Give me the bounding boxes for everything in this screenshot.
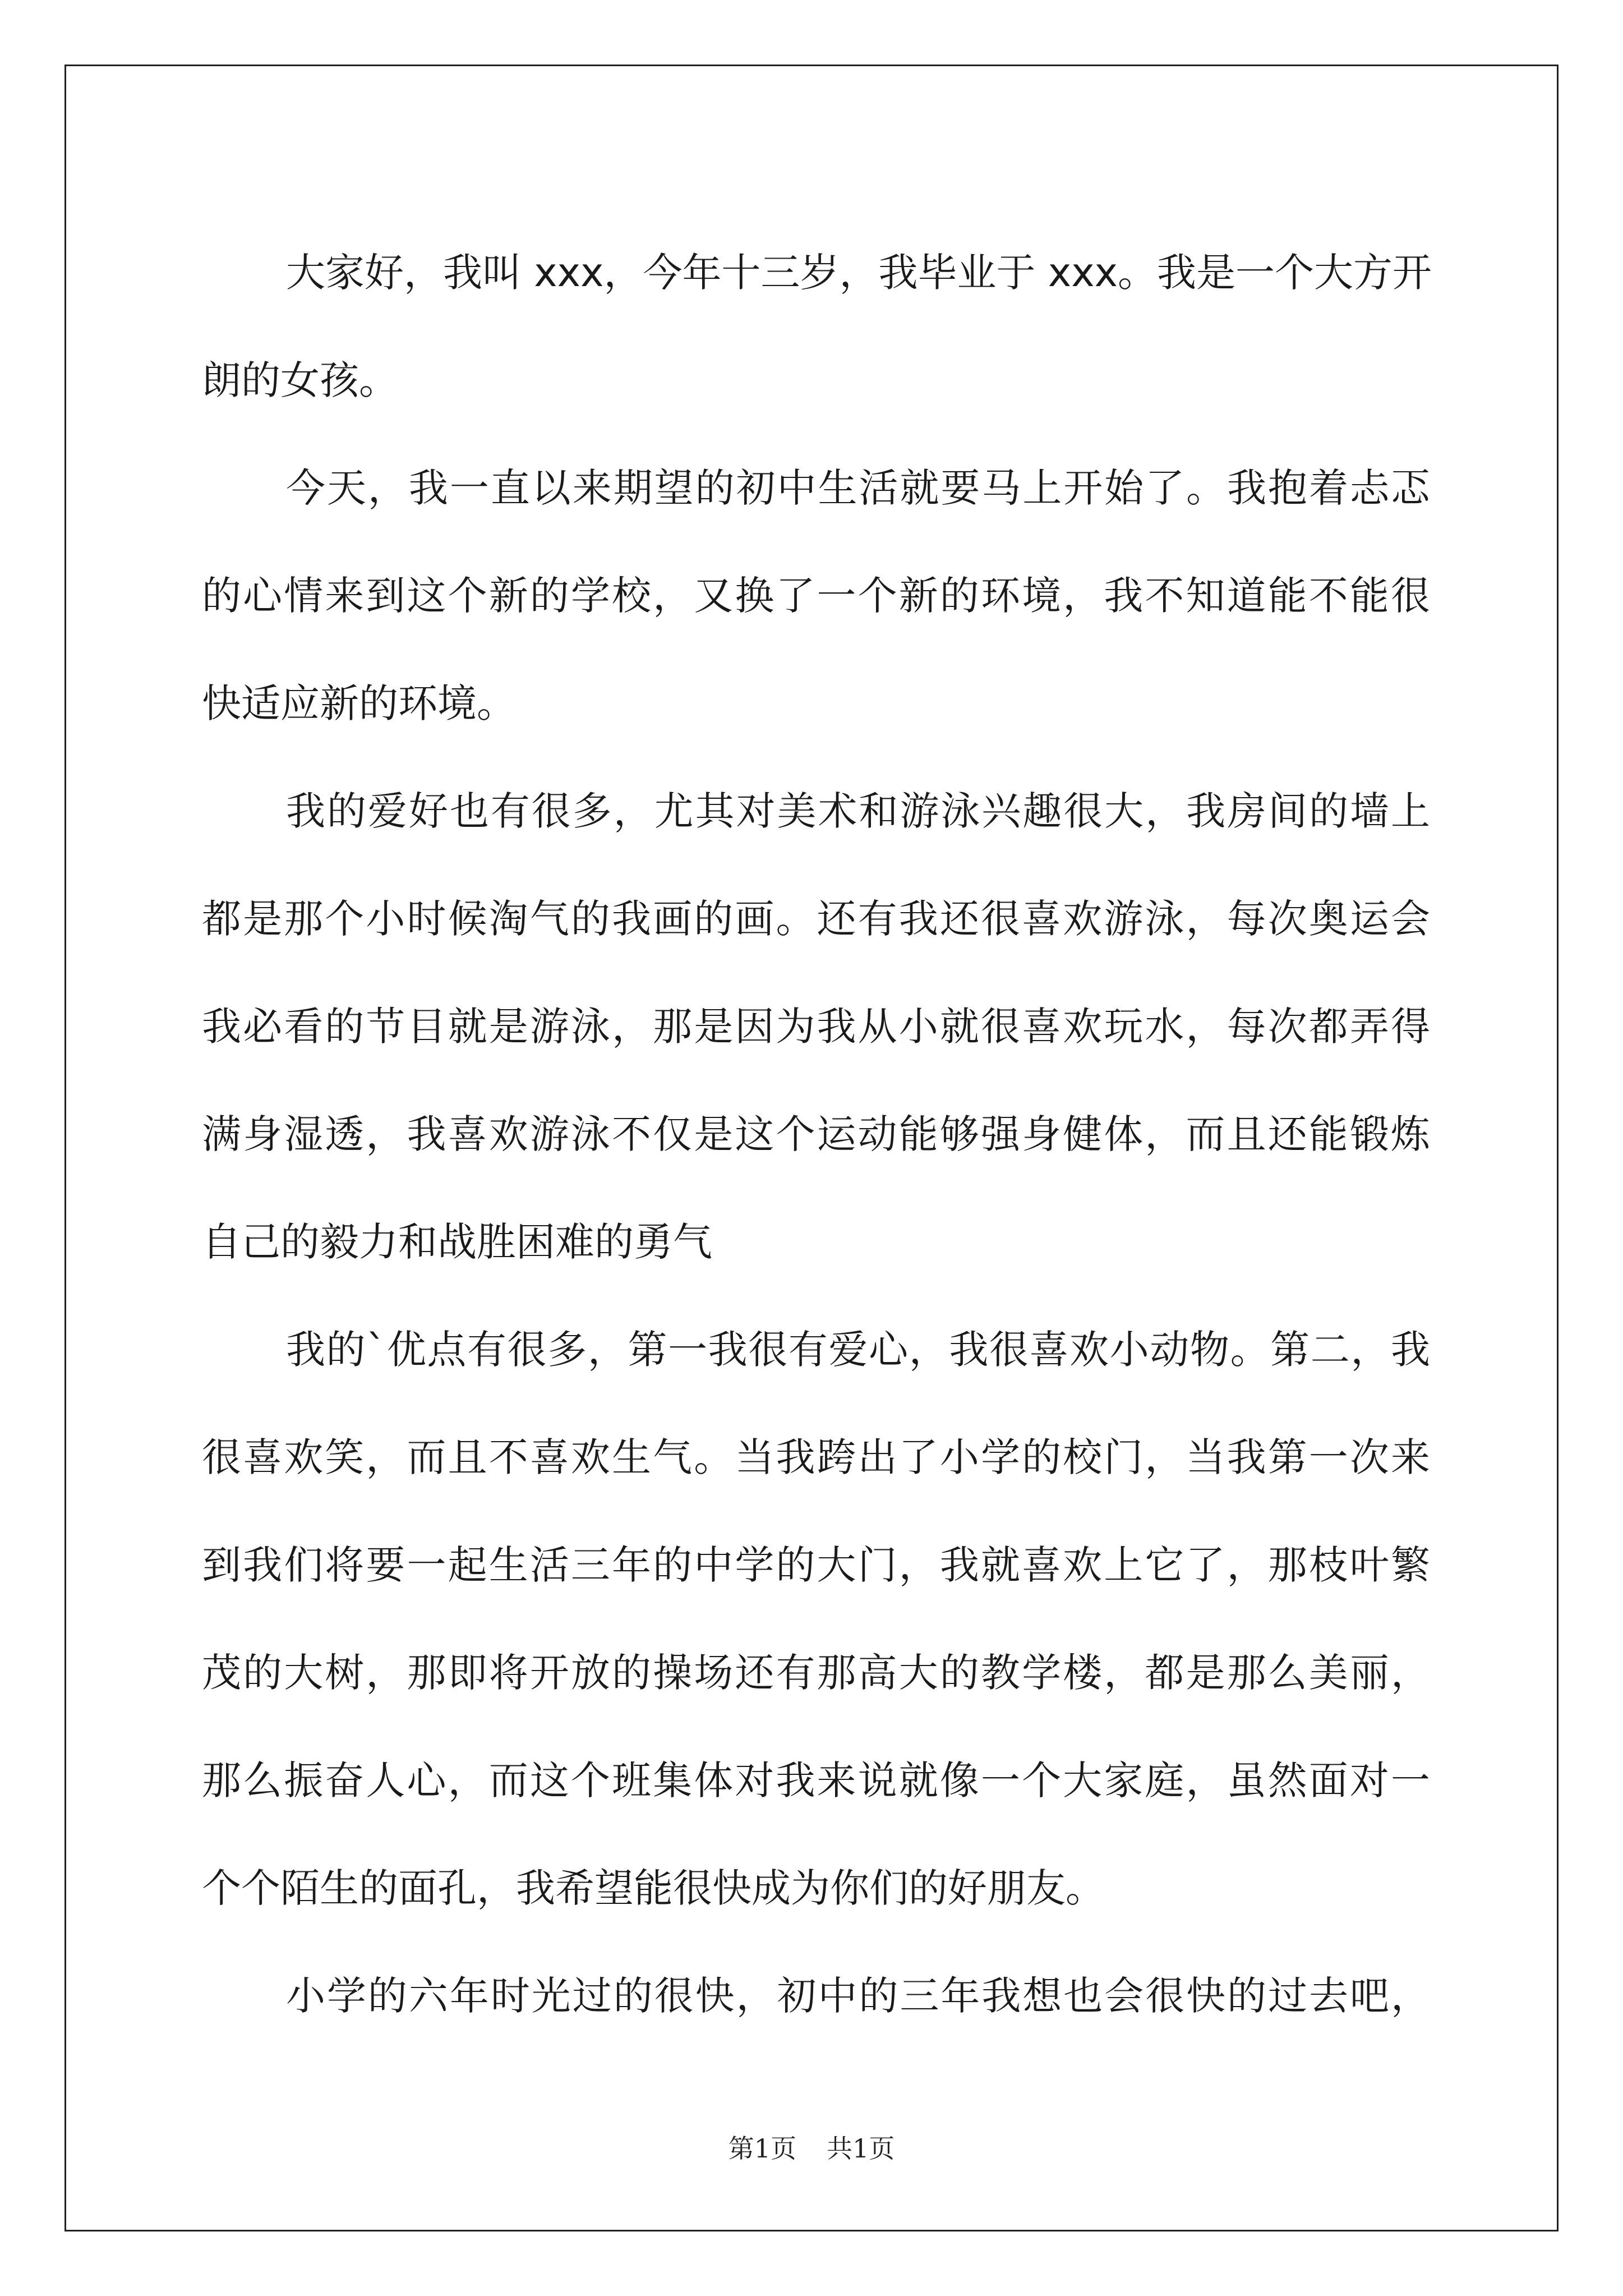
text-line: 的心情来到这个新的学校，又换了一个新的环境，我不知道能不能很 — [202, 573, 1430, 619]
text-line: 到我们将要一起生活三年的中学的大门，我就喜欢上它了，那枝叶繁 — [202, 1542, 1430, 1588]
text-line: 个个陌生的面孔，我希望能很快成为你们的好朋友。 — [202, 1865, 1105, 1911]
text-line: 我的`优点有很多，第一我很有爱心，我很喜欢小动物。第二，我 — [286, 1327, 1430, 1373]
text-line: 大家好，我叫 xxx，今年十三岁，我毕业于 xxx。我是一个大方开 — [286, 250, 1432, 296]
text-line: 茂的大树，那即将开放的操场还有那高大的教学楼，都是那么美丽， — [202, 1650, 1430, 1696]
page-footer — [0, 2132, 1623, 2165]
text-line: 朗的女孩。 — [202, 357, 398, 403]
text-line: 我必看的节目就是游泳，那是因为我从小就很喜欢玩水，每次都弄得 — [202, 1004, 1430, 1050]
text-line: 自己的毅力和战胜困难的勇气 — [202, 1219, 712, 1265]
text-line: 很喜欢笑，而且不喜欢生气。当我跨出了小学的校门，当我第一次来 — [202, 1434, 1430, 1480]
document-body — [202, 219, 1430, 2050]
text-line: 满身湿透，我喜欢游泳不仅是这个运动能够强身健体，而且还能锻炼 — [202, 1111, 1430, 1157]
text-line: 快适应新的环境。 — [202, 680, 516, 726]
text-line: 都是那个小时候淘气的我画的画。还有我还很喜欢游泳，每次奥运会 — [202, 896, 1430, 942]
text-line: 今天，我一直以来期望的初中生活就要马上开始了。我抱着忐忑 — [286, 465, 1430, 511]
page-total: 共1页 — [827, 2133, 895, 2164]
page-number: 第1页 — [728, 2133, 796, 2164]
text-line: 小学的六年时光过的很快，初中的三年我想也会很快的过去吧， — [286, 1973, 1430, 2019]
text-line: 那么振奋人心，而这个班集体对我来说就像一个大家庭，虽然面对一 — [202, 1757, 1430, 1803]
text-line: 我的爱好也有很多，尤其对美术和游泳兴趣很大，我房间的墙上 — [286, 788, 1430, 834]
